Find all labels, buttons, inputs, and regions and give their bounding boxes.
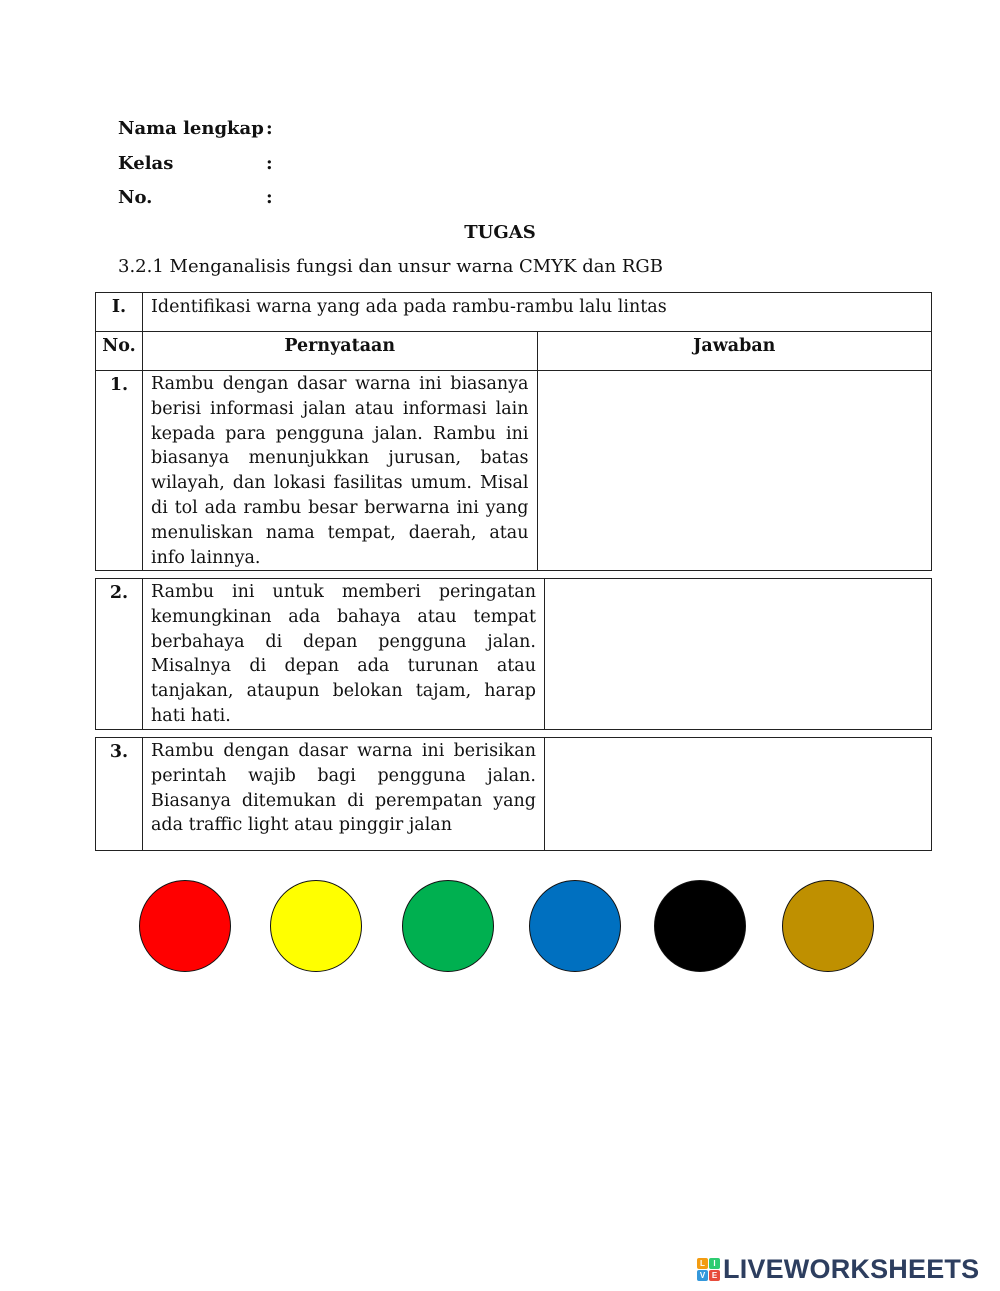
row-statement-text: Rambu ini untuk memberi peringatan kemungkinan ada bahaya atau tempat berbahaya di depan pengguna jalan. Misalnya di depan ada turunan atau tanjakan, ataupun belokan tajam, harap hati hati. xyxy=(151,582,536,726)
liveworksheets-logo-icon xyxy=(697,1258,720,1281)
worksheet-table-2 xyxy=(95,578,932,730)
col-header-answer: Jawaban xyxy=(537,332,932,371)
col-header-no: No. xyxy=(96,332,143,371)
liveworksheets-logo-text: LIVEWORKSHEETS xyxy=(723,1253,980,1284)
number-input[interactable] xyxy=(285,185,685,211)
liveworksheets-logo xyxy=(697,1254,979,1284)
color-circle-gold[interactable] xyxy=(782,880,874,972)
row-number: 3. xyxy=(96,738,143,851)
logo-mark-letter: E xyxy=(709,1270,720,1281)
logo-mark-letter: L xyxy=(697,1258,708,1269)
row-statement xyxy=(143,371,538,571)
worksheet-table-3 xyxy=(95,737,932,851)
col-header-statement: Pernyataan xyxy=(143,332,538,371)
table-row xyxy=(96,579,932,730)
answer-drop-zone[interactable] xyxy=(545,579,932,730)
field-colon-number: : xyxy=(266,187,273,208)
field-colon-class: : xyxy=(266,153,273,174)
field-label-name: Nama lengkap xyxy=(118,118,264,139)
row-number: 2. xyxy=(96,579,143,730)
color-circle-yellow[interactable] xyxy=(270,880,362,972)
field-label-number: No. xyxy=(118,187,153,208)
table-row xyxy=(96,738,932,851)
color-circle-black[interactable] xyxy=(654,880,746,972)
section-title xyxy=(143,293,932,332)
row-statement-text: Rambu dengan dasar warna ini berisikan perintah wajib bagi pengguna jalan. Biasanya ditemukan di perempatan yang ada traffic light atau pinggir jalan xyxy=(151,741,536,836)
row-statement xyxy=(143,579,545,730)
section-title-text: Identifikasi warna yang ada pada rambu-rambu lalu lintas xyxy=(151,297,667,317)
table-row xyxy=(96,371,932,571)
color-circle-red[interactable] xyxy=(139,880,231,972)
row-statement xyxy=(143,738,545,851)
row-statement-text: Rambu dengan dasar warna ini biasanya berisi informasi jalan atau informasi lain kepada para pengguna jalan. Rambu ini biasanya menunjukkan jurusan, batas wilayah, dan lokasi fasilitas umum. Misal di tol ada rambu besar berwarna ini yang menuliskan nama tempat, daerah, atau info lainnya. xyxy=(151,374,529,568)
logo-mark-letter: I xyxy=(709,1258,720,1269)
page-subtitle: 3.2.1 Menganalisis fungsi dan unsur warna CMYK dan RGB xyxy=(118,256,664,277)
field-label-class: Kelas xyxy=(118,153,174,174)
answer-drop-zone[interactable] xyxy=(545,738,932,851)
worksheet-table xyxy=(95,292,932,571)
logo-mark-letter: V xyxy=(697,1270,708,1281)
field-colon-name: : xyxy=(266,118,273,139)
color-circle-blue[interactable] xyxy=(529,880,621,972)
answer-drop-zone[interactable] xyxy=(537,371,932,571)
class-input[interactable] xyxy=(285,151,685,177)
section-number: I. xyxy=(96,293,143,332)
row-number: 1. xyxy=(96,371,143,571)
page-title: TUGAS xyxy=(464,222,536,243)
name-input[interactable] xyxy=(285,116,685,142)
color-circle-green[interactable] xyxy=(402,880,494,972)
